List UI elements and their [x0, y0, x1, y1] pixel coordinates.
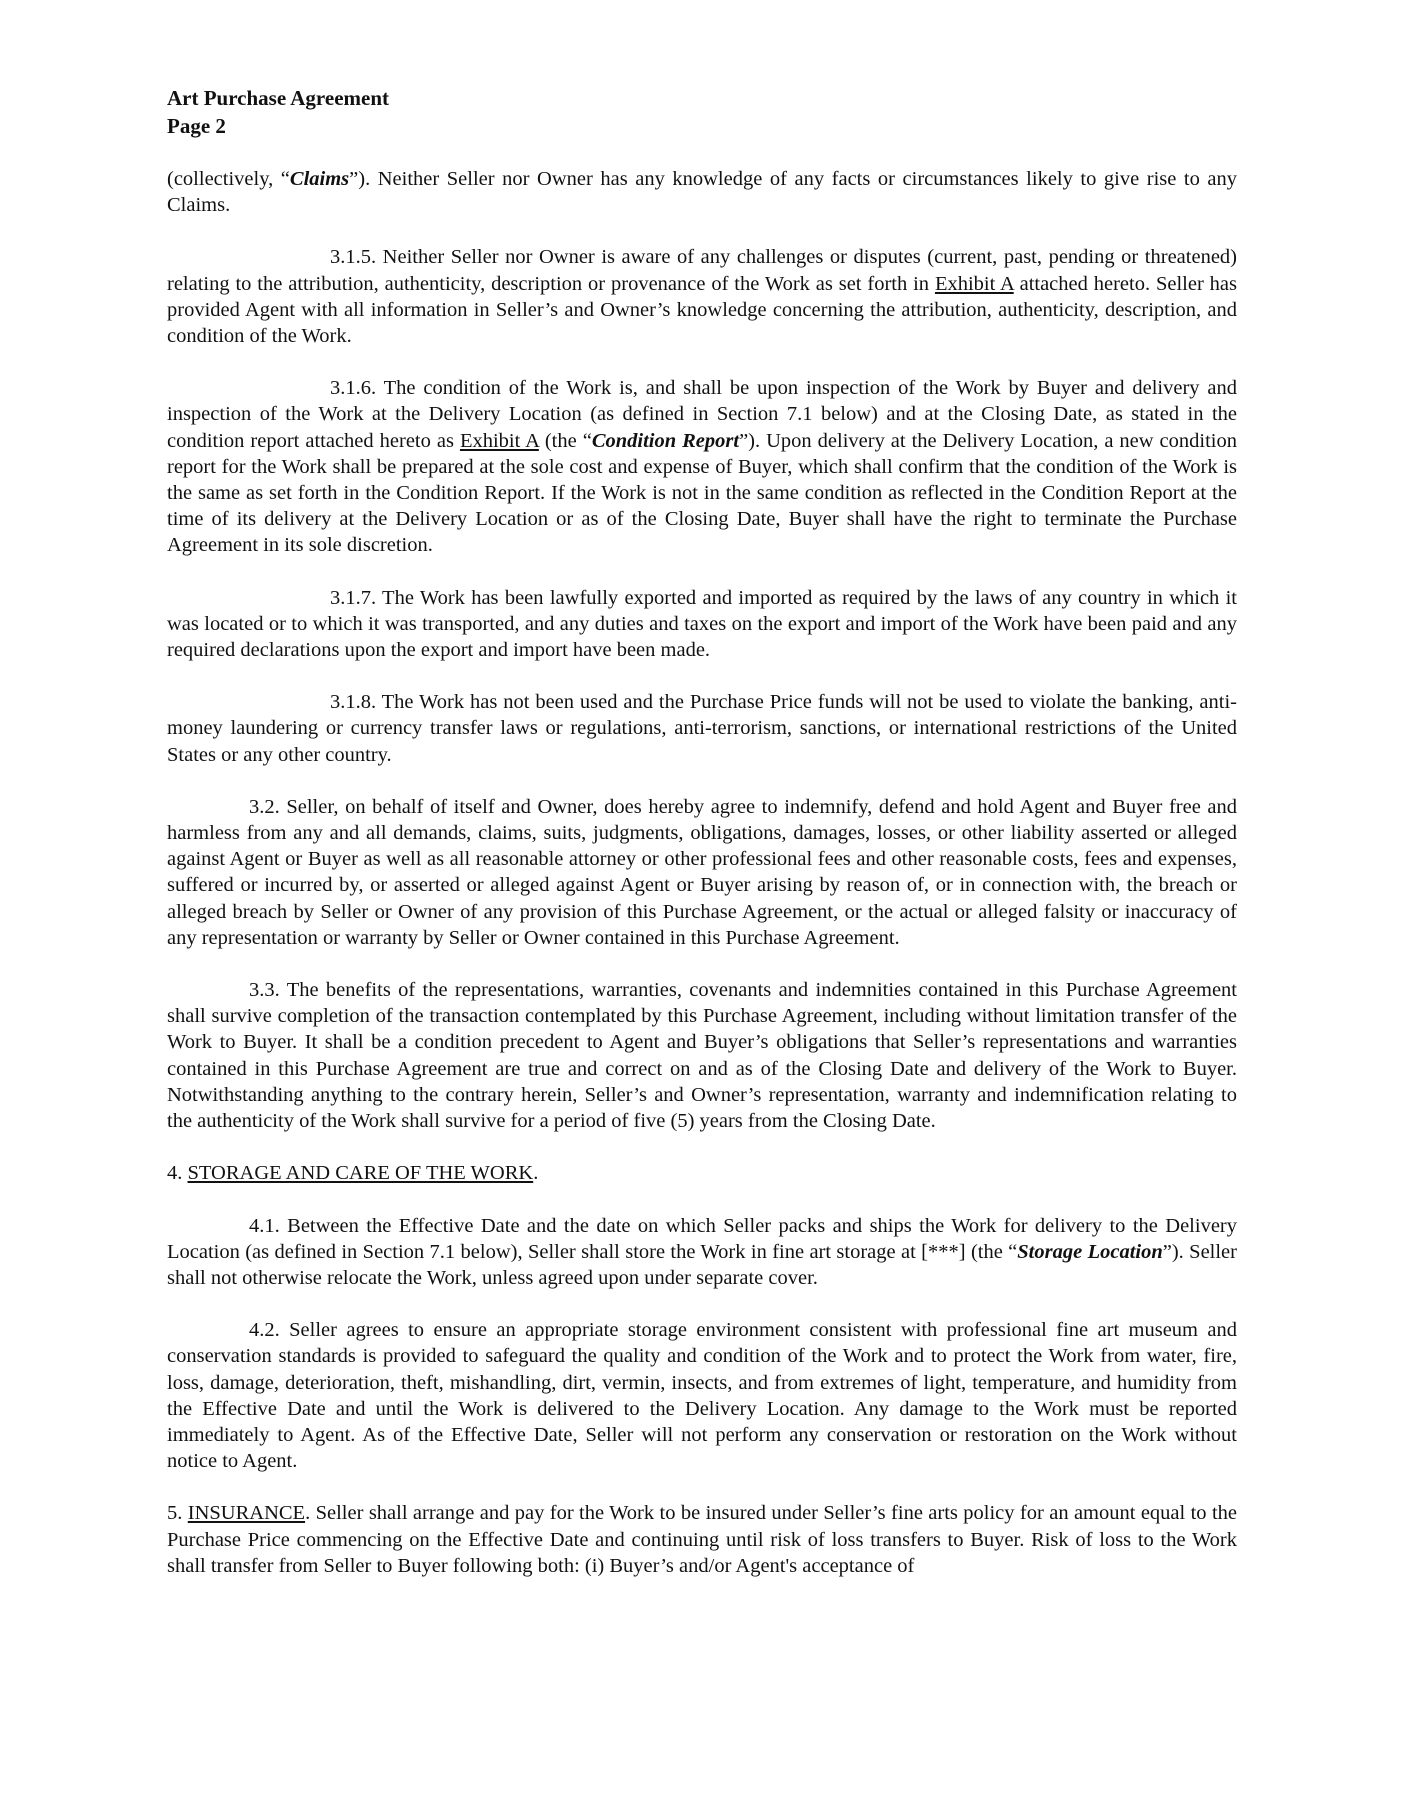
document-page	[167, 84, 1237, 1605]
page-number: Page 2	[167, 114, 226, 138]
document-title: Art Purchase Agreement	[167, 86, 389, 110]
paragraph-4-1	[167, 1213, 1237, 1292]
text-run: ”). Seller shall not otherwise relocate the Work, unless agreed upon under separate cover.	[167, 1240, 1237, 1289]
text-run: .	[533, 1162, 539, 1185]
section-number: 5.	[167, 1502, 188, 1525]
text-run: ”). Upon delivery at the Delivery Location, a new condition report for the Work shall be prepared at the sole cost and expense of Buyer, which shall confirm that the condition of the Work is the same as set forth in the Condition Report. If the Work is not in the same condition as reflected in the Condition Report at the time of its delivery at the Delivery Location or as of the Closing Date, Buyer shall have the right to terminate the Purchase Agreement in its sole discretion.	[167, 429, 1237, 557]
paragraph-3-2: 3.2. Seller, on behalf of itself and Owner, does hereby agree to indemnify, defend and hold Agent and Buyer free and harmless from any and all demands, claims, suits, judgments, obligations, damages, losses, or other liability asserted or alleged against Agent or Buyer as well as all reasonable attorney or other professional fees and other reasonable costs, fees and expenses, suffered or incurred by, or asserted or alleged against Agent or Buyer arising by reason of, or in connection with, the breach or alleged breach by Seller or Owner of any provision of this Purchase Agreement, or the actual or alleged falsity or inaccuracy of any representation or warranty by Seller or Owner contained in this Purchase Agreement.	[167, 795, 1237, 949]
defined-term-condition-report: Condition Report	[591, 429, 740, 452]
text-run: (the “	[538, 429, 592, 452]
paragraph-claims-continuation	[167, 166, 1237, 218]
exhibit-a-reference: Exhibit A	[934, 272, 1014, 295]
paragraph-3-1-7: 3.1.7. The Work has been lawfully exported and imported as required by the laws of any country in which it was located or to which it was transported, and any duties and taxes on the export and import of the Work have been paid and any required declarations upon the export and import have been made.	[167, 586, 1237, 662]
text-run: 3.1.6. The condition of the Work is, and shall be upon inspection of the Work by Buyer and delivery and inspection of the Work at the Delivery Location (as defined in Section 7.1 below) and at the Closing Date, as stated in the condition report attached hereto as	[167, 377, 1237, 452]
section-4-heading	[167, 1160, 1237, 1186]
paragraph-3-1-5	[167, 244, 1237, 349]
defined-term-storage-location: Storage Location	[1017, 1240, 1163, 1263]
section-number: 4.	[167, 1162, 188, 1185]
text-run: 4.1. Between the Effective Date and the date on which Seller packs and ships the Work for delivery to the Delivery Location (as defined in Section 7.1 below), Seller shall store the Work in fine art storage at [***] (the “	[167, 1214, 1237, 1263]
exhibit-a-reference: Exhibit A	[459, 429, 539, 452]
paragraph-3-1-6	[167, 375, 1237, 558]
section-title: STORAGE AND CARE OF THE WORK	[187, 1162, 534, 1185]
text-run: ”). Neither Seller nor Owner has any knowledge of any facts or circumstances likely to give rise to any Claims.	[167, 168, 1237, 217]
section-5-insurance	[167, 1500, 1237, 1579]
text-run: (collectively, “	[167, 168, 290, 190]
document-body	[167, 166, 1237, 1579]
text-run: 3.1.5. Neither Seller nor Owner is aware of any challenges or disputes (current, past, pending or threatened) relating to the attribution, authenticity, description or provenance of the Work as set forth in	[167, 246, 1237, 295]
text-run: . Seller shall arrange and pay for the Work to be insured under Seller’s fine arts policy for an amount equal to the Purchase Price commencing on the Effective Date and continuing until risk of loss transfers to Buyer. Risk of loss to the Work shall transfer from Seller to Buyer following both: (i) Buyer’s and/or Agent's acceptance of	[167, 1502, 1237, 1577]
defined-term-claims: Claims	[289, 168, 350, 190]
paragraph-4-2: 4.2. Seller agrees to ensure an appropriate storage environment consistent with professional fine art museum and conservation standards is provided to safeguard the quality and condition of the Work and to protect the Work from water, fire, loss, damage, deterioration, theft, mishandling, dirt, vermin, insects, and from extremes of light, temperature, and humidity from the Effective Date and until the Work is delivered to the Delivery Location. Any damage to the Work must be reported immediately to Agent. As of the Effective Date, Seller will not perform any conservation or restoration on the Work without notice to Agent.	[167, 1319, 1237, 1473]
paragraph-3-1-8: 3.1.8. The Work has not been used and the Purchase Price funds will not be used to violate the banking, anti-money laundering or currency transfer laws or regulations, anti-terrorism, sanctions, or international restrictions of the United States or any other country.	[167, 691, 1237, 766]
page-header	[167, 84, 1237, 140]
paragraph-3-3: 3.3. The benefits of the representations, warranties, covenants and indemnities contained in this Purchase Agreement shall survive completion of the transaction contemplated by this Purchase Agreement, including without limitation transfer of the Work to Buyer. It shall be a condition precedent to Agent and Buyer’s obligations that Seller’s representations and warranties contained in this Purchase Agreement are true and correct on and as of the Closing Date and delivery of the Work to Buyer. Notwithstanding anything to the contrary herein, Seller’s and Owner’s representation, warranty and indemnification relating to the authenticity of the Work shall survive for a period of five (5) years from the Closing Date.	[167, 979, 1237, 1133]
section-title: INSURANCE	[187, 1502, 306, 1525]
text-run: attached hereto. Seller has provided Agent with all information in Seller’s and Owner’s knowledge concerning the attribution, authenticity, description, and condition of the Work.	[167, 272, 1238, 348]
